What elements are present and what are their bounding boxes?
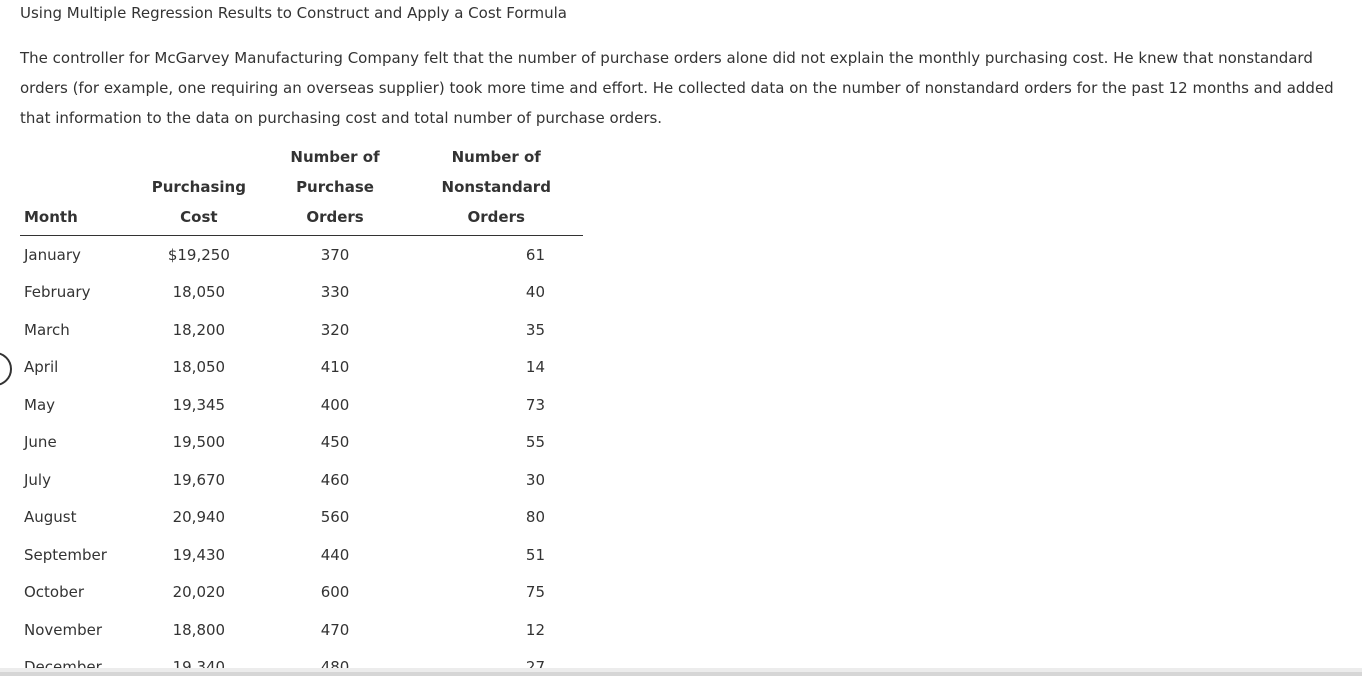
cell-month: November <box>24 620 103 639</box>
cell-cost: 19,670 <box>172 470 226 489</box>
cell-purchase-orders: 460 <box>320 470 350 489</box>
cell-purchase-orders: 600 <box>320 583 350 602</box>
cell-month: April <box>24 358 59 377</box>
table-row <box>20 386 583 424</box>
cell-month: February <box>24 283 91 302</box>
cell-purchase-orders: 470 <box>320 620 350 639</box>
cell-nonstandard-orders: 55 <box>525 433 545 452</box>
table-row <box>20 574 583 612</box>
table-row <box>20 311 583 349</box>
horizontal-scrollbar[interactable] <box>0 672 1362 676</box>
cell-cost: 19,500 <box>172 433 226 452</box>
table-row <box>20 499 583 537</box>
cell-purchase-orders: 450 <box>320 433 350 452</box>
cell-cost: $19,250 <box>167 245 230 264</box>
cell-nonstandard-orders: 30 <box>525 470 545 489</box>
cell-month: May <box>24 395 56 414</box>
table-row <box>20 461 583 499</box>
cell-cost: 18,200 <box>172 320 226 339</box>
cell-month: September <box>24 545 107 564</box>
cell-month: January <box>24 245 81 264</box>
table-row <box>20 349 583 387</box>
header-purchase-orders: Number of Purchase Orders <box>261 142 410 236</box>
cell-purchase-orders: 370 <box>320 245 350 264</box>
cell-purchase-orders: 320 <box>320 320 350 339</box>
cell-purchase-orders: 400 <box>320 395 350 414</box>
cell-nonstandard-orders: 35 <box>525 320 545 339</box>
header-nonstandard-orders: Number of Nonstandard Orders <box>409 142 583 236</box>
cell-month: August <box>24 508 77 527</box>
cell-purchase-orders: 330 <box>320 283 350 302</box>
header-month: Month <box>20 142 137 236</box>
header-cost: Purchasing Cost <box>137 142 260 236</box>
cell-nonstandard-orders: 80 <box>525 508 545 527</box>
cell-cost: 18,800 <box>172 620 226 639</box>
page-title: Using Multiple Regression Results to Construct and Apply a Cost Formula <box>20 4 567 22</box>
cell-cost: 19,430 <box>172 545 226 564</box>
cell-nonstandard-orders: 51 <box>525 545 545 564</box>
cell-cost: 20,940 <box>172 508 226 527</box>
navigation-circle-icon[interactable] <box>0 352 12 386</box>
table-row <box>20 424 583 462</box>
table-header-row <box>20 142 583 236</box>
cell-cost: 18,050 <box>172 358 226 377</box>
intro-paragraph: The controller for McGarvey Manufacturing Company felt that the number of purchase orders alone did not explain the monthly purchasing cost. He knew that nonstandard orders (for example, one requiring an overseas supplier) took more time and effort. He collected data on the number of nonstandard orders for the past 12 months and added that information to the data on purchasing cost and total number of purchase orders. <box>20 49 1334 127</box>
cell-nonstandard-orders: 12 <box>525 620 545 639</box>
table-row <box>20 536 583 574</box>
cell-nonstandard-orders: 61 <box>525 245 545 264</box>
cell-cost: 20,020 <box>172 583 226 602</box>
data-table <box>20 142 583 686</box>
cell-purchase-orders: 440 <box>320 545 350 564</box>
cell-nonstandard-orders: 14 <box>525 358 545 377</box>
table-row <box>20 611 583 649</box>
cell-month: July <box>24 470 51 489</box>
cell-cost: 18,050 <box>172 283 226 302</box>
table-row <box>20 274 583 312</box>
table-row <box>20 236 583 274</box>
cell-nonstandard-orders: 40 <box>525 283 545 302</box>
cell-month: October <box>24 583 85 602</box>
cell-nonstandard-orders: 73 <box>525 395 545 414</box>
cell-purchase-orders: 410 <box>320 358 350 377</box>
cell-nonstandard-orders: 75 <box>525 583 545 602</box>
cell-month: June <box>24 433 57 452</box>
cell-month: March <box>24 320 70 339</box>
cell-cost: 19,345 <box>172 395 226 414</box>
cell-purchase-orders: 560 <box>320 508 350 527</box>
